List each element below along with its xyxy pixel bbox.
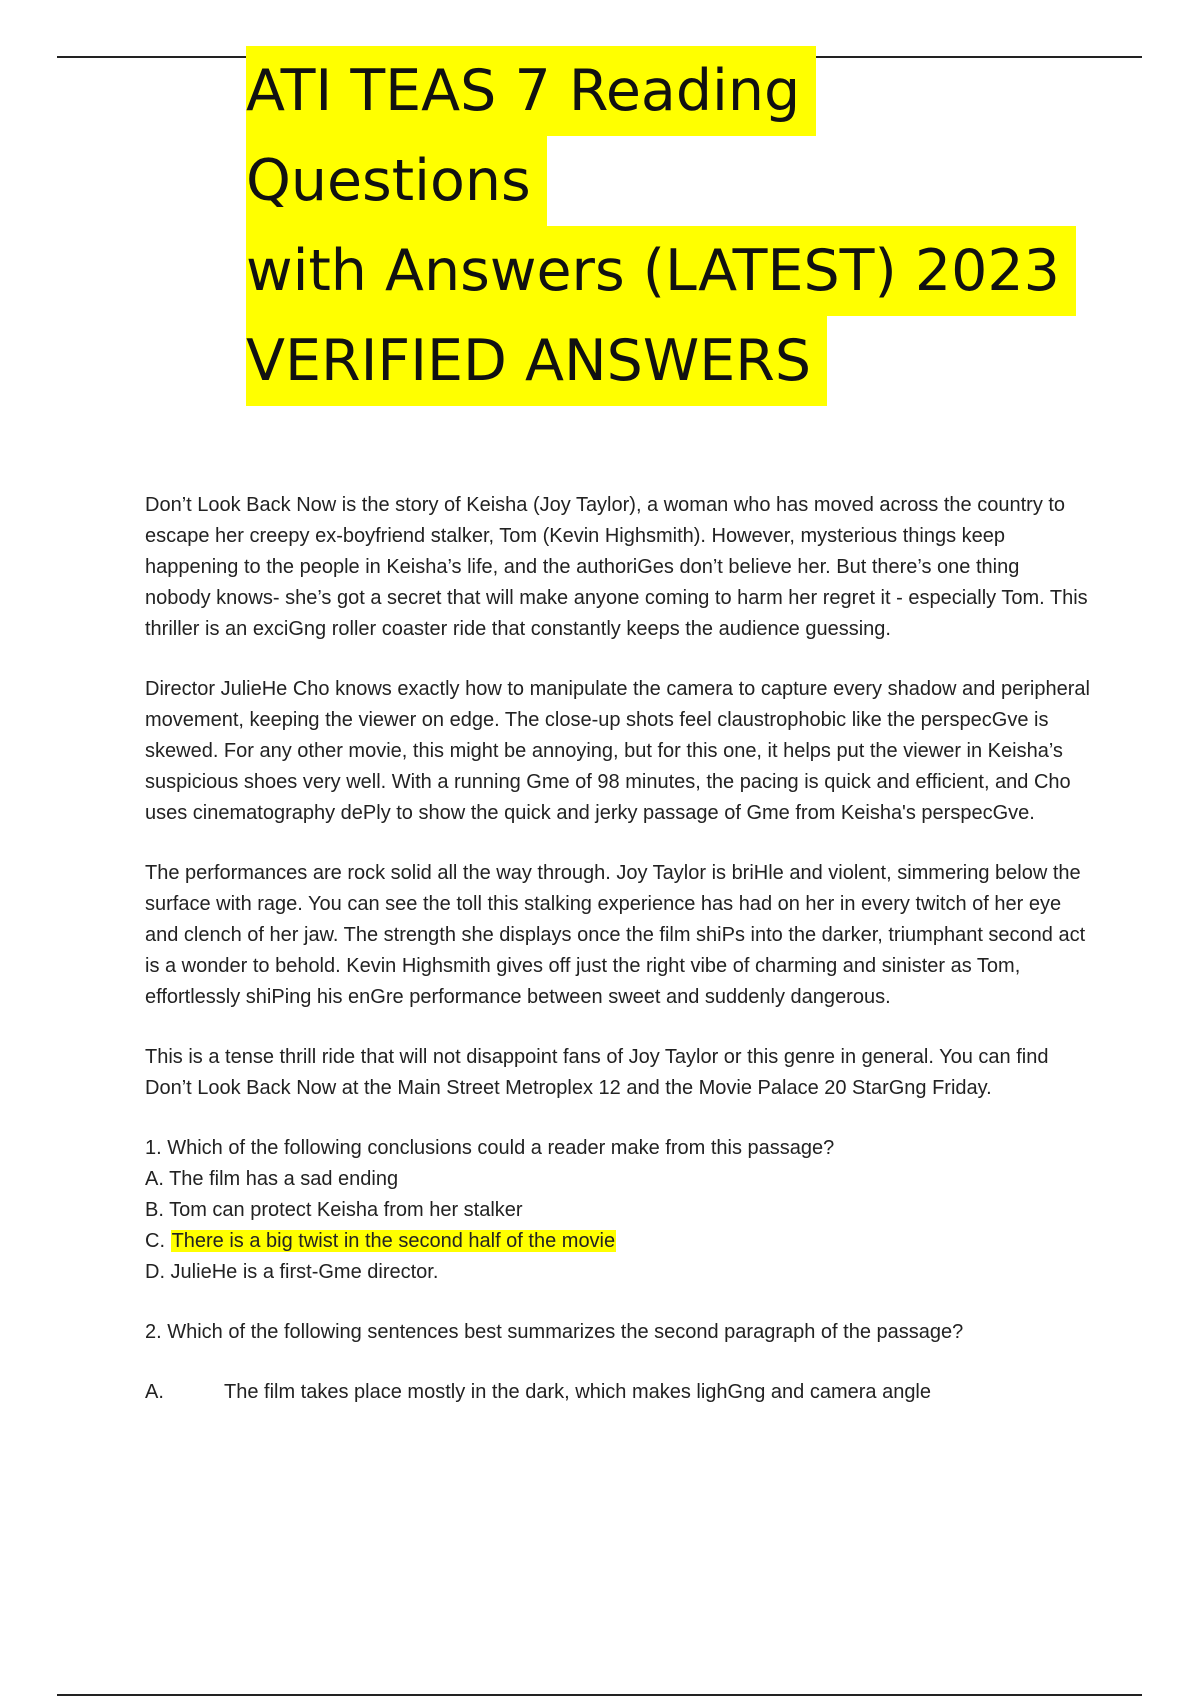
title-line-3: with Answers (LATEST) 2023: [246, 226, 1076, 316]
question-1-option-c: [145, 1226, 1090, 1257]
document-body: [145, 490, 1090, 1408]
question-1-option-a: A. The film has a sad ending: [145, 1168, 399, 1190]
question-1: [145, 1133, 1090, 1288]
title-line-4: VERIFIED ANSWERS: [246, 316, 827, 406]
document-title: [246, 46, 1106, 406]
question-1-option-c-letter: C.: [145, 1230, 165, 1252]
question-2-prompt: 2. Which of the following sentences best summarizes the second paragraph of the passage?: [145, 1321, 964, 1343]
question-2-option-a-text: The film takes place mostly in the dark, which makes lighGng and camera angle: [224, 1381, 932, 1403]
title-line-2: Questions: [246, 136, 547, 226]
paragraph-1: Don’t Look Back Now is the story of Keisha (Joy Taylor), a woman who has moved across the country to escape her creepy ex-boyfriend stalker, Tom (Kevin Highsmith). However, mysterious things keep happening to the people in Keisha’s life, and the authoriGes don’t believe her. But there’s one thing nobody knows- she’s got a secret that will make anyone coming to harm her regret it - especially Tom. This thriller is an exciGng roller coaster ride that constantly keeps the audience guessing.: [145, 494, 1088, 640]
paragraph-4: This is a tense thrill ride that will not disappoint fans of Joy Taylor or this genre in general. You can find Don’t Look Back Now at the Main Street Metroplex 12 and the Movie Palace 20 StarGng Friday.: [145, 1046, 1049, 1099]
question-1-option-d: D. JulieHe is a first-Gme director.: [145, 1261, 439, 1283]
question-1-prompt: 1. Which of the following conclusions could a reader make from this passage?: [145, 1137, 835, 1159]
paragraph-2: Director JulieHe Cho knows exactly how to manipulate the camera to capture every shadow and peripheral movement, keeping the viewer on edge. The close-up shots feel claustrophobic like the perspecGve is skewed. For any other movie, this might be annoying, but for this one, it helps put the viewer in Keisha’s suspicious shoes very well. With a running Gme of 98 minutes, the pacing is quick and efficient, and Cho uses cinematography dePly to show the quick and jerky passage of Gme from Keisha's perspecGve.: [145, 678, 1090, 824]
bottom-rule: [57, 1694, 1142, 1696]
question-1-option-b: B. Tom can protect Keisha from her stalker: [145, 1199, 523, 1221]
question-2-option-a: [145, 1377, 1090, 1408]
question-2-option-a-letter: A.: [145, 1381, 164, 1403]
title-line-1: ATI TEAS 7 Reading: [246, 46, 816, 136]
question-2: [145, 1317, 1090, 1348]
question-1-correct-answer: There is a big twist in the second half of the movie: [171, 1230, 616, 1252]
paragraph-3: The performances are rock solid all the way through. Joy Taylor is briHle and violent, simmering below the surface with rage. You can see the toll this stalking experience has had on her in every twitch of her eye and clench of her jaw. The strength she displays once the film shiPs into the darker, triumphant second act is a wonder to behold. Kevin Highsmith gives off just the right vibe of charming and sinister as Tom, effortlessly shiPing his enGre performance between sweet and suddenly dangerous.: [145, 862, 1086, 1008]
